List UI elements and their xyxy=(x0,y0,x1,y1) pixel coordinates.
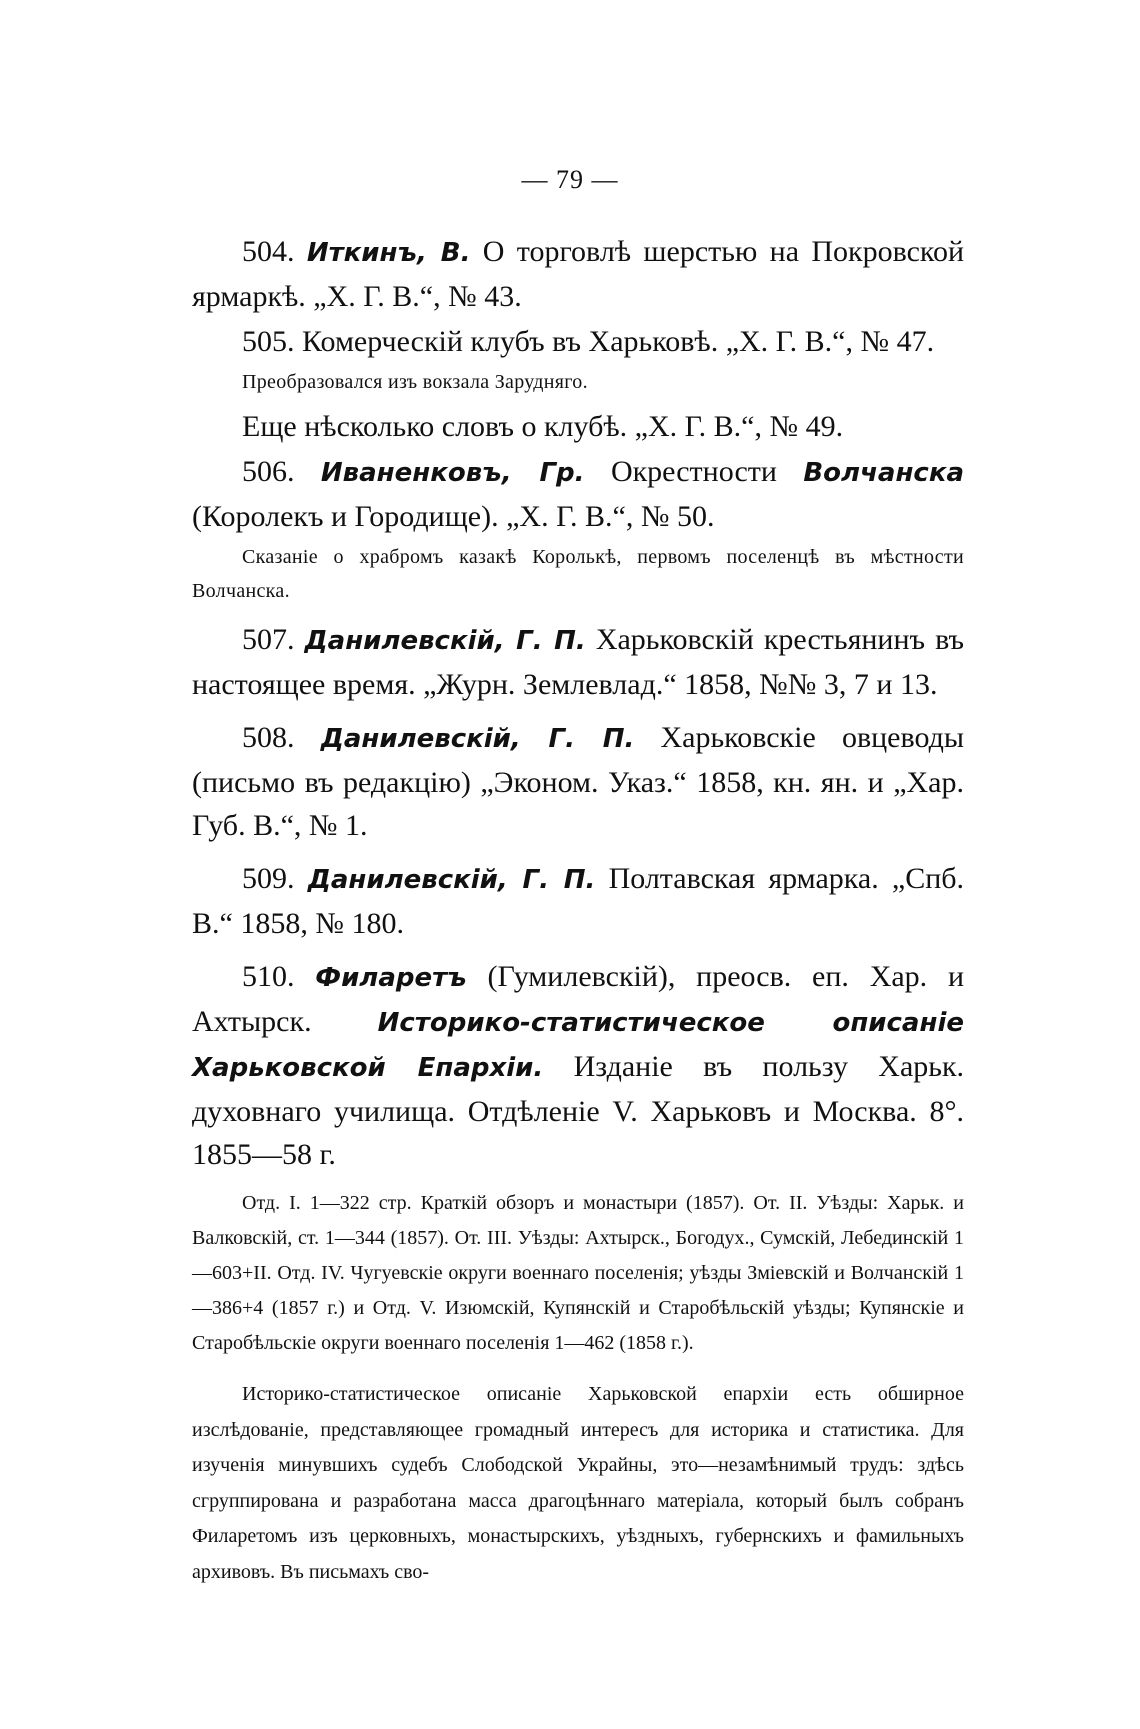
entry-507 xyxy=(192,618,964,706)
entry-author: Иваненковъ, Гр. xyxy=(320,458,585,488)
entry-text: Полтавская ярмарка. „Спб. В.“ 1858, № 180. xyxy=(192,862,965,940)
entry-text: Комерческій клубъ въ Харьковѣ. „Х. Г. В.“, № 47. xyxy=(302,325,935,358)
entry-505-extra: Еще нѣсколько словъ о клубѣ. „Х. Г. В.“, № 49. xyxy=(242,410,844,443)
entry-505-note: Преобразовался изъ вокзала Зарудняго. xyxy=(242,371,588,393)
review-paragraph: Историко-статистическое описаніе Харьковской епархіи есть обширное изслѣдованіе, представляющее громадный интересъ для историка и статистика. Для изученія минувшихъ судебъ Слободской Украйны, это—незамѣнимый трудъ: здѣсь сгруппирована и разработана масса драгоцѣннаго матеріала, который былъ собранъ Филаретомъ изъ церковныхъ, монастырскихъ, уѣздныхъ, губернскихъ и фамильныхъ архивовъ. Въ письмахъ сво- xyxy=(192,1383,964,1583)
entry-author: Филаретъ xyxy=(315,963,467,993)
contents-note: Отд. I. 1—322 стр. Краткій обзоръ и монастыри (1857). От. II. Уѣзды: Харьк. и Валковскій, ст. 1—344 (1857). От. III. Уѣзды: Ахтырск., Богодух., Сумскій, Лебединскій 1—603+II. Отд. IV. Чугуевскіе округи военнаго поселенія; уѣзды Зміевскій и Волчанскій 1—386+4 (1857 г.) и Отд. V. Изюмскій, Купянскій и Старобѣльскій уѣзды; Купянскіе и Старобѣльскіе округи военнаго поселенія 1—462 (1858 г.). xyxy=(192,1192,964,1354)
entry-text: Харьковскій крестьянинъ въ настоящее время. „Журн. Землевлад.“ 1858, №№ 3, 7 и 13. xyxy=(192,623,964,701)
entry-author: Данилевскій, Г. П. xyxy=(320,724,635,754)
entry-505 xyxy=(192,320,964,363)
entry-text: Харьковскіе овцеводы (письмо въ редакцію) „Эконом. Указ.“ 1858, кн. ян. и „Хар. Губ. В.“, № 1. xyxy=(192,721,964,842)
entry-italic-title: Волчанска xyxy=(803,458,965,488)
entry-509 xyxy=(192,857,964,945)
entry-number: 510. xyxy=(242,960,295,993)
entry-text: (Королекъ и Городище). „Х. Г. В.“, № 50. xyxy=(192,500,715,533)
entry-italic-title: Историко-статистическое описаніе Харьковской Епархіи. xyxy=(192,1008,964,1083)
entry-author: Данилевскій, Г. П. xyxy=(307,865,596,895)
entry-506 xyxy=(192,450,964,538)
entry-author: Данилевскій, Г. П. xyxy=(304,626,586,656)
entry-number: 507. xyxy=(242,623,295,656)
entry-text-before-italic: Окрестности xyxy=(610,455,777,488)
entry-number: 508. xyxy=(242,721,295,754)
entry-number: 509. xyxy=(242,862,295,895)
entry-510 xyxy=(192,955,964,1176)
entry-text-before-italic: (Гумилевскій), преосв. еп. Хар. и Ахтырск. xyxy=(192,960,965,1038)
entry-author: Иткинъ, В. xyxy=(306,238,471,268)
entry-508 xyxy=(192,716,964,847)
entry-number: 504. xyxy=(242,235,295,268)
entry-number: 506. xyxy=(242,455,295,488)
entry-504 xyxy=(192,230,964,318)
page-number: — 79 — xyxy=(521,165,619,194)
entry-number: 505. xyxy=(242,325,295,358)
entry-text: Изданіе въ пользу Харьк. духовнаго училища. Отдѣленіе V. Харьковъ и Москва. 8°. 1855—58 г. xyxy=(192,1050,965,1171)
entry-text: О торговлѣ шерстью на Покровской ярмаркѣ. „Х. Г. В.“, № 43. xyxy=(192,235,964,313)
entry-506-note: Сказаніе о храбромъ казакѣ Королькѣ, первомъ поселенцѣ въ мѣстности Волчанска. xyxy=(192,546,964,602)
page-content xyxy=(192,230,964,1590)
